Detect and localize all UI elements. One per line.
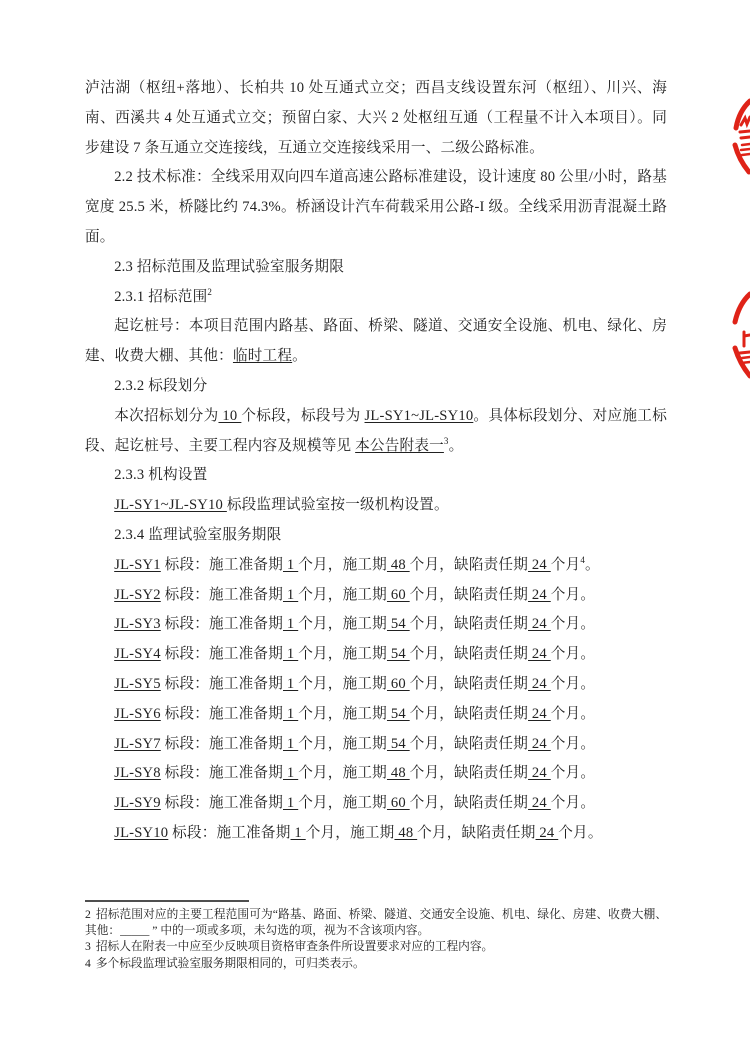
segment-row-jl-sy5: [85, 670, 667, 700]
text-run: 2.3.4 监理试验室服务期限: [114, 526, 282, 543]
text-run: 个月，施工期: [298, 705, 387, 722]
heading-2-3-4: [85, 521, 667, 551]
footnotes-section: [85, 900, 667, 972]
heading-2-3: [85, 253, 667, 283]
text-run: 2.3.2 标段划分: [114, 377, 208, 394]
underlined-text: 24: [528, 735, 551, 752]
underlined-text: 54: [386, 705, 410, 722]
underlined-text: JL-SY1~JL-SY10: [114, 497, 227, 514]
underlined-text: JL-SY9: [114, 795, 161, 812]
para-organization: [85, 491, 667, 521]
text-run: 2.3.3 机构设置: [114, 467, 208, 484]
underlined-text: 60: [386, 586, 410, 603]
underlined-text: 1: [283, 735, 299, 752]
text-run: 2.3.1 招标范围: [114, 288, 208, 305]
text-run: 个月: [550, 646, 581, 663]
underlined-text: JL-SY6: [114, 705, 161, 722]
footnotes-list: [85, 907, 667, 972]
underlined-text: 24: [535, 824, 559, 841]
underlined-text: 48: [386, 765, 410, 782]
underlined-text: JL-SY7: [114, 735, 161, 752]
para-interchanges: [85, 74, 667, 163]
underlined-text: 1: [290, 824, 306, 841]
text-run: 标段：施工准备期: [160, 646, 283, 663]
text-run: 标段监理试验室按一级机构设置。: [226, 497, 449, 514]
text-run: 个月，施工期: [298, 616, 387, 633]
underlined-text: 54: [386, 646, 410, 663]
text-run: 起讫桩号：本项目范围内路基、路面、桥梁、隧道、交通安全设施、机电、绿化、房建、收费大棚、其他：: [85, 318, 667, 365]
underlined-text: 1: [283, 765, 299, 782]
text-run: 个月，施工期: [298, 675, 387, 692]
segment-row-jl-sy6: [85, 700, 667, 730]
text-run: 个月，缺陷责任期: [409, 616, 529, 633]
footnote-number: 4: [85, 956, 91, 970]
red-seal-fragment-upper: [730, 98, 750, 176]
segment-row-jl-sy2: [85, 581, 667, 611]
text-run: 个月，缺陷责任期: [409, 586, 529, 603]
footnote-number: 2: [85, 908, 91, 921]
text-run: 2.2 技术标准：全线采用双向四车道高速公路标准建设，设计速度 80 公里/小时，路基宽度 25.5 米，桥隧比约 74.3%。桥涵设计汽车荷载采用公路-I 级。全线采用沥青混凝土路面。: [85, 169, 667, 245]
text-run: 个月: [550, 675, 581, 692]
text-run: 个月，缺陷责任期: [409, 646, 529, 663]
text-run: 。: [580, 765, 596, 782]
para-section-division: [85, 402, 667, 462]
underlined-text: 1: [283, 616, 299, 633]
text-run: 。: [587, 824, 603, 841]
underlined-text: 24: [528, 675, 551, 692]
underlined-text: 24: [528, 765, 551, 782]
text-run: 标段：施工准备期: [160, 586, 283, 603]
text-run: 个月，施工期: [298, 556, 387, 573]
text-run: 个月，施工期: [298, 795, 387, 812]
underlined-text: JL-SY5: [114, 675, 161, 692]
footnote-4: [85, 956, 667, 972]
underlined-text: 54: [386, 735, 410, 752]
footnote-number: 3: [85, 940, 91, 954]
underlined-text: 1: [283, 705, 299, 722]
text-run: 标段：施工准备期: [160, 675, 283, 692]
text-run: 个月，缺陷责任期: [409, 735, 529, 752]
document-body: [85, 74, 667, 849]
seal-arc-icon: [730, 290, 750, 382]
text-run: 。: [292, 348, 307, 365]
underlined-text: 10: [218, 407, 242, 424]
underlined-text: 1: [283, 556, 299, 573]
underlined-text: JL-SY1: [114, 556, 161, 573]
underlined-text: 24: [528, 795, 551, 812]
segment-row-jl-sy3: [85, 610, 667, 640]
heading-2-3-3: [85, 461, 667, 491]
text-run: 标段：施工准备期: [160, 795, 283, 812]
text-run: 个月: [550, 616, 581, 633]
underlined-text: JL-SY1~JL-SY10: [364, 407, 474, 424]
underlined-text: 54: [386, 616, 410, 633]
text-run: 标段：施工准备期: [160, 735, 283, 752]
segment-row-jl-sy10: [85, 819, 667, 849]
text-run: 。: [580, 795, 596, 812]
underlined-text: 24: [528, 556, 551, 573]
text-run: 2.3 招标范围及监理试验室服务期限: [114, 258, 344, 275]
text-run: 个月，缺陷责任期: [409, 795, 529, 812]
text-run: 标段：施工准备期: [160, 765, 283, 782]
text-run: 个月: [550, 586, 581, 603]
underlined-text: 60: [386, 795, 410, 812]
underlined-text: 1: [283, 646, 299, 663]
text-run: 。: [580, 616, 596, 633]
heading-2-3-2: [85, 372, 667, 402]
text-run: 标段：施工准备期: [160, 556, 283, 573]
text-run: 个月，施工期: [305, 824, 395, 841]
segment-row-jl-sy7: [85, 730, 667, 760]
text-run: 个月: [550, 556, 581, 573]
segment-row-jl-sy4: [85, 640, 667, 670]
text-run: 个月: [550, 705, 581, 722]
text-run: 本次招标划分为: [114, 407, 219, 424]
text-run: 。具体标段划分、对应施工标段、起讫桩号、主要工程内容及规模等见: [85, 407, 667, 454]
underlined-text: 60: [386, 675, 410, 692]
para-technical-standard: [85, 163, 667, 252]
text-run: 个月，施工期: [298, 646, 387, 663]
segment-row-jl-sy9: [85, 789, 667, 819]
text-run: 。: [580, 705, 596, 722]
underlined-text: 1: [283, 795, 299, 812]
underlined-text: 24: [528, 586, 551, 603]
footnote-ref: 4: [580, 554, 586, 565]
footnote-ref: 2: [207, 286, 213, 297]
underlined-text: 48: [386, 556, 410, 573]
text-run: 个月，施工期: [298, 765, 387, 782]
text-run: 个月，缺陷责任期: [409, 556, 529, 573]
text-run: 个月: [558, 824, 588, 841]
text-run: 个月，施工期: [298, 586, 387, 603]
text-run: 个标段，标段号为: [241, 407, 365, 424]
text-run: 标段：施工准备期: [160, 705, 283, 722]
underlined-text: 临时工程: [232, 348, 293, 365]
footnote-3: [85, 939, 667, 955]
text-run: 。: [580, 735, 596, 752]
footnote-text: 招标范围对应的主要工程范围可为“路基、路面、桥梁、隧道、交通安全设施、机电、绿化、房建、收费大棚、其他：_____ ” 中的一项或多项，未勾选的项，视为不含该项内容。: [85, 908, 667, 938]
underlined-text: JL-SY4: [114, 646, 161, 663]
underlined-text: 1: [283, 675, 299, 692]
underlined-text: 24: [528, 705, 551, 722]
text-run: 个月，缺陷责任期: [417, 824, 536, 841]
footnote-separator-rule: [85, 900, 249, 902]
seal-arc-icon: [730, 98, 750, 176]
text-run: 个月，缺陷责任期: [409, 705, 529, 722]
text-run: 个月: [550, 735, 581, 752]
underlined-text: 24: [528, 646, 551, 663]
underlined-text: 48: [394, 824, 418, 841]
segment-row-jl-sy8: [85, 759, 667, 789]
footnote-text: 多个标段监理试验室服务期限相同的，可归类表示。: [95, 956, 365, 970]
underlined-text: JL-SY3: [114, 616, 161, 633]
text-run: 泸沽湖（枢纽+落地）、长柏共 10 处互通式立交；西昌支线设置东河（枢纽）、川兴、海南、西溪共 4 处互通式立交；预留白家、大兴 2 处枢纽互通（工程量不计入本项目）。同步建设 7 条互通立交连接线，互通立交连接线采用一、二级公路标准。: [85, 80, 667, 156]
footnote-2: [85, 907, 667, 939]
text-run: 标段：施工准备期: [168, 824, 291, 841]
text-run: 个月，施工期: [298, 735, 387, 752]
para-scope: [85, 312, 667, 372]
footnote-text: 招标人在附表一中应至少反映项目资格审查条件所设置要求对应的工程内容。: [95, 940, 494, 954]
underlined-text: JL-SY10: [114, 824, 169, 841]
text-run: 。: [580, 675, 596, 692]
text-run: 。: [448, 437, 464, 454]
underlined-text: JL-SY2: [114, 586, 161, 603]
text-run: 个月: [550, 795, 581, 812]
text-run: 个月，缺陷责任期: [409, 765, 529, 782]
underlined-text: 本公告附表一: [355, 437, 444, 454]
text-run: 。: [580, 586, 596, 603]
text-run: 个月: [550, 765, 581, 782]
text-run: 个月，缺陷责任期: [409, 675, 529, 692]
text-run: 标段：施工准备期: [160, 616, 283, 633]
text-run: 。: [580, 646, 596, 663]
underlined-text: 24: [528, 616, 551, 633]
footnote-ref: 3: [443, 435, 449, 446]
underlined-text: 1: [283, 586, 299, 603]
heading-2-3-1: [85, 283, 667, 313]
text-run: 。: [585, 556, 600, 573]
segment-row-jl-sy1: [85, 551, 667, 581]
red-seal-fragment-lower: [730, 290, 750, 382]
underlined-text: JL-SY8: [114, 765, 161, 782]
